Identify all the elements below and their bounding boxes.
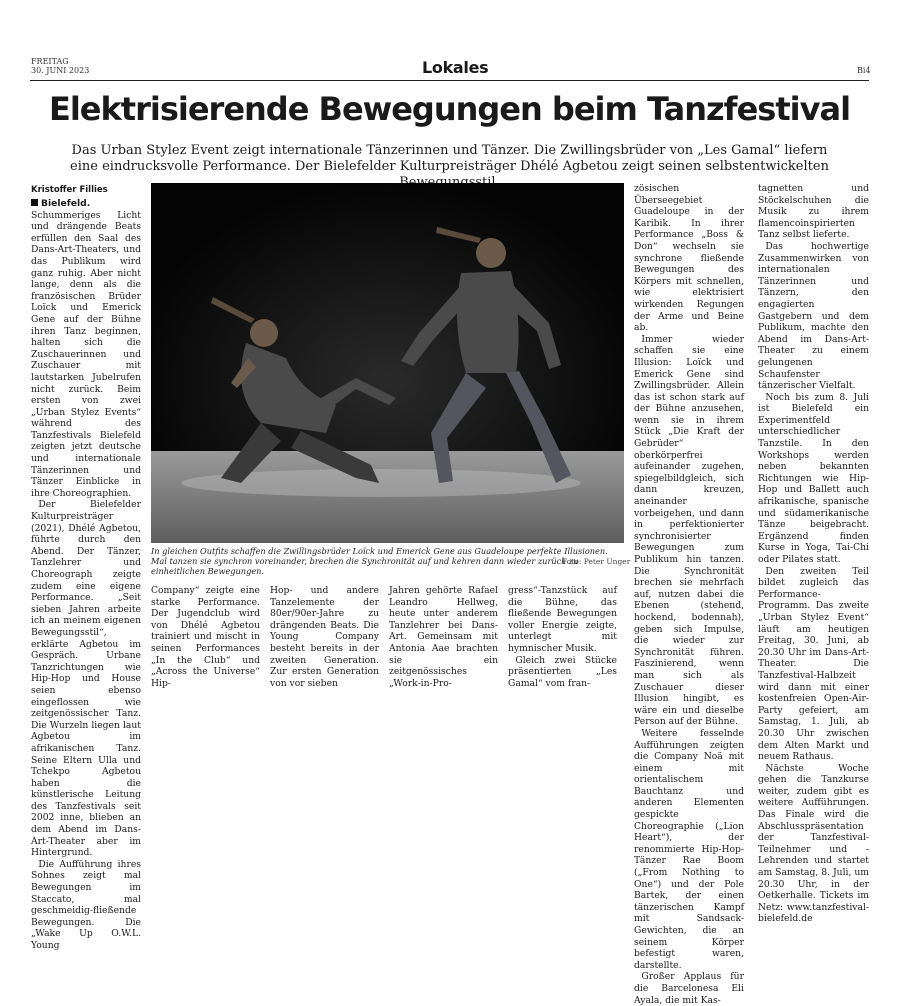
photo-caption: In gleichen Outfits schaffen die Zwillingsbrüder Loïck und Emerick Gene aus Guadeloupe perfekte Illusionen. Mal tanzen sie synchron voreinander, brechen die Synchronität auf und kehren dann wieder zurück zu einheitlichen Bewegungen. <box>151 546 608 576</box>
article-column-3 <box>270 585 379 689</box>
subheadline-line-2: eine eindrucksvolle Performance. Der Bielefelder Kulturpreisträger Dhélé Agbetou zeigt seinen selbstentwickelten <box>70 159 829 174</box>
paragraph: Das hochwertige Zusammenwirken von internationalen Tänzerinnen und Tänzern, den engagierten Gastgebern und dem Publikum, machte den Abend im Dans-Art-Theater zu einem gelungenen Schaufenster tänzerischer Vielfalt. <box>758 240 869 392</box>
paragraph: Company“ zeigte eine starke Performance. Der Jugendclub wird von Dhélé Agbetou trainiert und mischt in seinen Performances „In the Club“ und „Across the Universe“ Hip- <box>151 585 260 689</box>
photo-credit: Foto: Peter Unger <box>562 557 631 566</box>
article-column-4 <box>389 585 498 689</box>
paragraph: Gleich zwei Stücke präsentierten „Les Gamal“ vom fran- <box>508 654 617 689</box>
paragraph: Die Aufführung ihres Sohnes zeigt mal Bewegungen im Staccato, mal geschmeidig-fließende Bewegungen. Die „Wake Up O.W.L. Young <box>31 858 141 951</box>
article-column-5 <box>508 585 617 689</box>
paragraph: Jahren gehörte Rafael Leandro Hellweg, heute unter anderem Tanzlehrer bei Dans-Art. Gemeinsam mit Antonia Aae brachten sie ein zeitgenössisches „Work-in-Pro- <box>389 585 498 689</box>
paragraph: Noch bis zum 8. Juli ist Bielefeld ein Experimentfeld unterschiedlicher Tanzstile. In den Workshops werden neben bekannten Richtungen wie Hip-Hop und Ballett auch afrikanische, spanische und südamerikanische Tänze beigebracht. Ergänzend finden Kurse in Yoga, Tai-Chi oder Pilates statt. <box>758 391 869 565</box>
paragraph: zösischen Überseegebiet Guadeloupe in der Karibik. In ihrer Performance „Boss & Don“ wechseln sie synchrone fließende Bewegungen des Körpers mit schnellen, wie elektrisiert wirkenden Regungen der Arme und Beine ab. <box>634 183 744 334</box>
article-column-7 <box>758 183 869 925</box>
paragraph: Immer wieder schaffen sie eine Illusion: Loïck und Emerick Gene sind Zwillingsbrüder. Allein das ist schon stark auf der Bühne anzusehen, wenn sie in ihrem Stück „Die Kraft der Gebrüder“ oberkörperfrei aufeinander zugehen, spiegelbildgleich, sich dann kreuzen, aneinander vorbeigehen, und dann in perfektionierter synchronisierter Bewegungen zum Publikum hin tanzen. Die Synchronität brechen sie mehrfach auf, nutzen dabei die Ebenen (stehend, hockend, bodennah), geben sich Impulse, die wieder zur Synchronität führen. Faszinierend, wenn man sich als Zuschauer dieser Illusion hingibt, es wäre ein und dieselbe Person auf der Bühne. <box>634 333 744 728</box>
article-column-2 <box>151 585 260 689</box>
headline: Elektrisierende Bewegungen beim Tanzfestival <box>48 90 851 128</box>
dancers-photo-graphic <box>151 183 624 543</box>
page-code: Bi4 <box>857 66 871 75</box>
dancers-photo <box>151 183 624 543</box>
paragraph: Weitere fesselnde Aufführungen zeigten die Company Noä mit einem mit orientalischem Bauchtanz und anderen Elementen gespickte Choreographie („Lion Heart“), der renommierte Hip-Hop-Tänzer Rae Boom („From Nothing to One“) und der Pole Bartek, der einen tänzerischen Kampf mit Sandsack-Gewichten, die an seinem Körper befestigt waren, darstellte. <box>634 727 744 971</box>
paragraph: Den zweiten Teil bildet zugleich das Performance-Programm. Das zweite „Urban Stylez Event“ läuft am heutigen Freitag, 30. Juni, ab 20.30 Uhr im Dans-Art-Theater. Die Tanzfestival-Halbzeit wird dann mit einer kostenfreien Open-Air-Party gefeiert, am Samstag, 1. Juli, ab 20.30 Uhr zwischen dem Alten Markt und neuem Rathaus. <box>758 565 869 763</box>
issue-date: 30. JUNI 2023 <box>31 66 90 75</box>
paragraph: gress“-Tanzstück auf die Bühne, das fließende Bewegungen voller Energie zeigte, unterlegt mit hymnischer Musik. <box>508 585 617 654</box>
article-column-1 <box>31 198 141 951</box>
paragraph: Großer Applaus für die Barcelonesa Eli Ayala, die mit Kas- <box>634 971 744 1006</box>
paragraph: Bielefeld. Schummeriges Licht und drängende Beats erfüllen den Saal des Dans-Art-Theaters, und das Publikum wird ganz ruhig. Aber nicht lange, denn als die französischen Brüder Loïck und Emerick Gene auf der Bühne ihren Tanz beginnen, halten sich die Zuschauerinnen und Zuschauer mit lautstarken Jubelrufen nicht zurück. Beim ersten von zwei „Urban Stylez Events“ während des Tanzfestivals Bielefeld zeigten jetzt deutsche und internationale Tänzerinnen und Tänzer Einblicke in ihre Choreographien. <box>31 198 141 499</box>
bullet-square-icon <box>31 199 38 206</box>
paragraph: Nächste Woche gehen die Tanzkurse weiter, zudem gibt es weitere Aufführungen. Das Finale wird die Abschlusspräsentation der Tanzfestival-Teilnehmer und -Lehrenden und startet am Samstag, 8. Juli, um 20.30 Uhr, in der Oetkerhalle. Tickets im Netz: www.tanzfestival-bielefeld.de <box>758 762 869 925</box>
paragraph: Hop- und andere Tanzelemente der 80er/90er-Jahre zu drängenden Beats. Die Young Company besteht bereits in der zweiten Generation. Zur ersten Generation von vor sieben <box>270 585 379 689</box>
issue-day: FREITAG <box>31 57 69 66</box>
paragraph: Der Bielefelder Kulturpreisträger (2021), Dhélé Agbetou, führte durch den Abend. Der Tänzer, Tanzlehrer und Choreograph zeigte zudem eine eigene Performance. „Seit sieben Jahren arbeite ich an meinem eigenen Bewegungsstil“, erklärte Agbetou im Gespräch. Urbane Tanzrichtungen wie Hip-Hop und House seien ebenso eingeflossen wie zeitgenössischer Tanz. Die Wurzeln liegen laut Agbetou im afrikanischen Tanz. Seine Eltern Ulla und Tchekpo Agbetou haben die künstlerische Leitung des Tanzfestivals seit 2002 inne, blieben an dem Abend im Dans-Art-Theater aber im Hintergrund. <box>31 499 141 859</box>
article-column-6 <box>634 183 744 1006</box>
subheadline-line-1: Das Urban Stylez Event zeigt internationale Tänzerinnen und Tänzer. Die Zwillingsbrüder von „Les Gamal“ liefern <box>71 143 828 158</box>
author: Kristoffer Fillies <box>31 185 108 195</box>
header-rule <box>30 80 869 81</box>
paragraph: tagnetten und Stöckelschuhen die Musik zu ihrem flamencoinspirierten Tanz selbst lieferte. <box>758 183 869 241</box>
section-title: Lokales <box>422 58 489 77</box>
dateline: Bielefeld. <box>41 198 91 209</box>
